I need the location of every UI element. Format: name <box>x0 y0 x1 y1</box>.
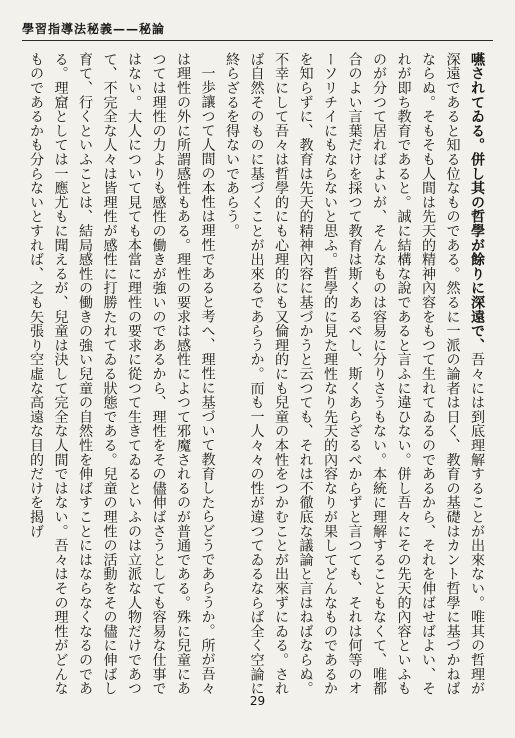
page-header <box>22 18 493 41</box>
body-text <box>24 52 489 697</box>
paragraph-1 <box>220 52 490 697</box>
page-number: 29 <box>249 694 266 708</box>
paragraph-2 <box>24 52 220 697</box>
paragraph-2-text: 一歩讓つて人間の本性は理性であると考へ、理性に基づいて教育したらどうであらうか。所が吾々は理性の外に所謂感性もある。理性の要求は感性によつて邪魔されるのが普通である。殊に兒童にあつては理性の力よりも感性の働きが強いのであるから、理性をその儘伸ばさうとしても容易な仕事ではない。大人について見ても本當に理性の要求に從つて生きてゐるといふのは立派な人物だけであつて、不完全な人々は皆理性が感性に打勝たれてゐる狀態である。兒童の理性の活動をその儘に伸ばし育て、行くといふことは、結局感性の働きの強い兒童の自然性を伸ばすことにはならなくなるのである。理窟としては一應尤もに聞えるが、兒童は決して完全な人間ではない。吾々はその理性がどんなものであるかも分らないとすれば、之も矢張り空虛な高遠な目的だけを揭げ <box>28 52 216 696</box>
bold-lead-1: 嚥されてゐる。併し其の哲學が餘りに深遠で、 <box>469 52 485 353</box>
paragraph-1-text: 吾々には到底理解することが出來ない。唯其の哲理が深遠であると知る位なものである。然るに一派の論者は日く、教育の基礎はカント哲學に基づかねばならぬ。そもそも人間は先天的精神內容をもつて生れてゐるのであるから、それを伸ばせばよい、それが即ち教育であると。誠に結構な說であると言ふに違ひない。併し吾々にその先天的內容といふものが分つて居ればよいが、そんなものは容易に分りさうもない。本統に理解することもなくて、唯都合のよい言葉だけを採つて教育は斯くあるべし、斯くあらざるべからずと言つても、それは何等のオーソリチイにもならないと思ふ。哲學的に見た理性なり先天的內容なりが果してどんなものであるかを知らずに、教育は先天的精神內容に基づかうと云つても、それは不徹底な議論と言はねばならぬ。不幸にして吾々は哲學的にも心理的にも又倫理的にも兒童の本性をつかむことが出來ずにゐる。されば自然そのものに基づくことが出來るであらうか。而も一人々々の性が違つてゐるならば全く空論に終らざるを得ないであらう。 <box>224 52 485 696</box>
running-title: 學習指導法秘義——秘論 <box>22 22 166 36</box>
